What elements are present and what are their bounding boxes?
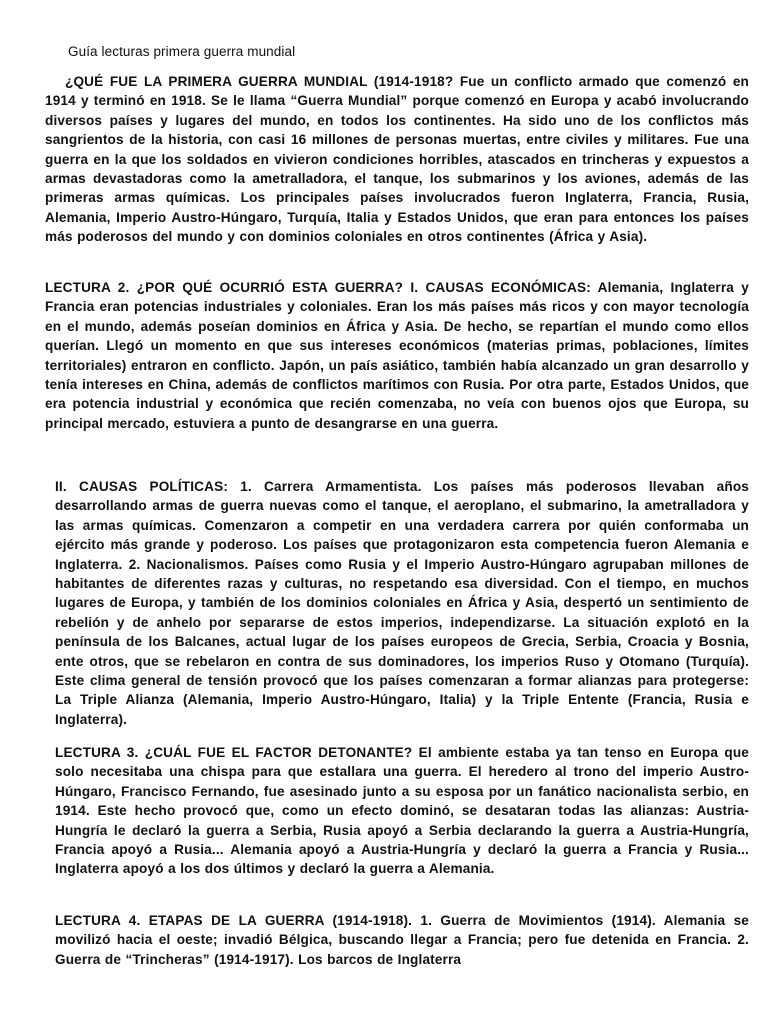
paragraph-reading-3-trigger: LECTURA 3. ¿CUÁL FUE EL FACTOR DETONANTE? El ambiente estaba ya tan tenso en Europa que solo necesitaba una chispa para que estallara una guerra. El heredero al trono del imperio Austro-Húngaro, Francisco Fernando, fue asesinado junto a su esposa por un fanático nacionalista serbio, en 1914. Este hecho provocó que, como un efecto dominó, se desataran todas las alianzas: Austria-Hungría le declaró la guerra a Serbia, Rusia apoyó a Serbia declarando la guerra a Austria-Hungría, Francia apoyó a Rusia... Alemania apoyó a Austria-Hungría y declaró la guerra a Francia y Rusia... Inglaterra apoyó a los dos últimos y declaró la guerra a Alemania. xyxy=(55,745,749,877)
paragraph-political-causes: II. CAUSAS POLÍTICAS: 1. Carrera Armamentista. Los países más poderosos llevaban años desarrollando armas de guerra nuevas como el tanque, el aeroplano, el submarino, la ametralladora y las armas químicas. Comenzaron a competir en una verdadera carrera por quién conformaba un ejército más grande y poderoso. Los países que protagonizaron esta competencia fueron Alemania e Inglaterra. 2. Nacionalismos. Países como Rusia y el Imperio Austro-Húngaro agrupaban millones de habitantes de diferentes razas y culturas, no respetando esa diversidad. Con el tiempo, en muchos lugares de Europa, y también de los dominios coloniales en África y Asia, despertó un sentimiento de rebelión y de anhelo por separarse de estos imperios, independizarse. La situación explotó en la península de los Balcanes, actual lugar de los países europeos de Grecia, Serbia, Croacia y Bosnia, ente otros, que se rebelaron en contra de sus dominadores, los imperios Ruso y Otomano (Turquía). Este clima general de tensión provocó que los países comenzaran a formar alianzas para protegerse: La Triple Alianza (Alemania, Imperio Austro-Húngaro, Italia) y la Triple Entente (Francia, Rusia e Inglaterra). xyxy=(55,479,749,727)
paragraph-what-was-ww1: ¿QUÉ FUE LA PRIMERA GUERRA MUNDIAL (1914-1918? Fue un conflicto armado que comenzó en 1914 y terminó en 1918. Se le llama “Guerra Mundial” porque comenzó en Europa y acabó involucrando diversos países y lugares del mundo, en todos los continentes. Ha sido uno de los conflictos más sangrientos de la historia, con casi 16 millones de personas muertas, entre civiles y militares. Fue una guerra en la que los soldados en vivieron condiciones horribles, atascados en trincheras y expuestos a armas devastadoras como la ametralladora, el tanque, los submarinos y los aviones, además de las primeras armas químicas. Los principales países involucrados fueron Inglaterra, Francia, Rusia, Alemania, Imperio Austro-Húngaro, Turquía, Italia y Estados Unidos, que eran para entonces los países más poderosos del mundo y con dominios coloniales en otros continentes (África y Asia). xyxy=(45,74,749,245)
paragraph-reading-4-stages: LECTURA 4. ETAPAS DE LA GUERRA (1914-1918). 1. Guerra de Movimientos (1914). Alemania se movilizó hacia el oeste; invadió Bélgica, buscando llegar a Francia; pero fue detenida en Francia. 2. Guerra de “Trincheras” (1914-1917). Los barcos de Inglaterra xyxy=(55,913,749,967)
paragraph-reading-2-economic-causes: LECTURA 2. ¿POR QUÉ OCURRIÓ ESTA GUERRA? I. CAUSAS ECONÓMICAS: Alemania, Inglaterra y Francia eran potencias industriales y coloniales. Eran los más países más ricos y con mayor tecnología en el mundo, además poseían dominios en África y Asia. De hecho, se repartían el mundo como ellos querían. Llegó un momento en que sus intereses económicos (materias primas, poblaciones, límites territoriales) entraron en conflicto. Japón, un país asiático, también había alcanzado un gran desarrollo y tenía intereses en China, además de conflictos marítimos con Rusia. Por otra parte, Estados Unidos, que era potencia industrial y económica que recién comenzaba, no veía con buenos ojos que Europa, su principal mercado, estuviera a punto de desangrarse en una guerra. xyxy=(45,280,749,431)
document-title: Guía lecturas primera guerra mundial xyxy=(68,44,296,59)
